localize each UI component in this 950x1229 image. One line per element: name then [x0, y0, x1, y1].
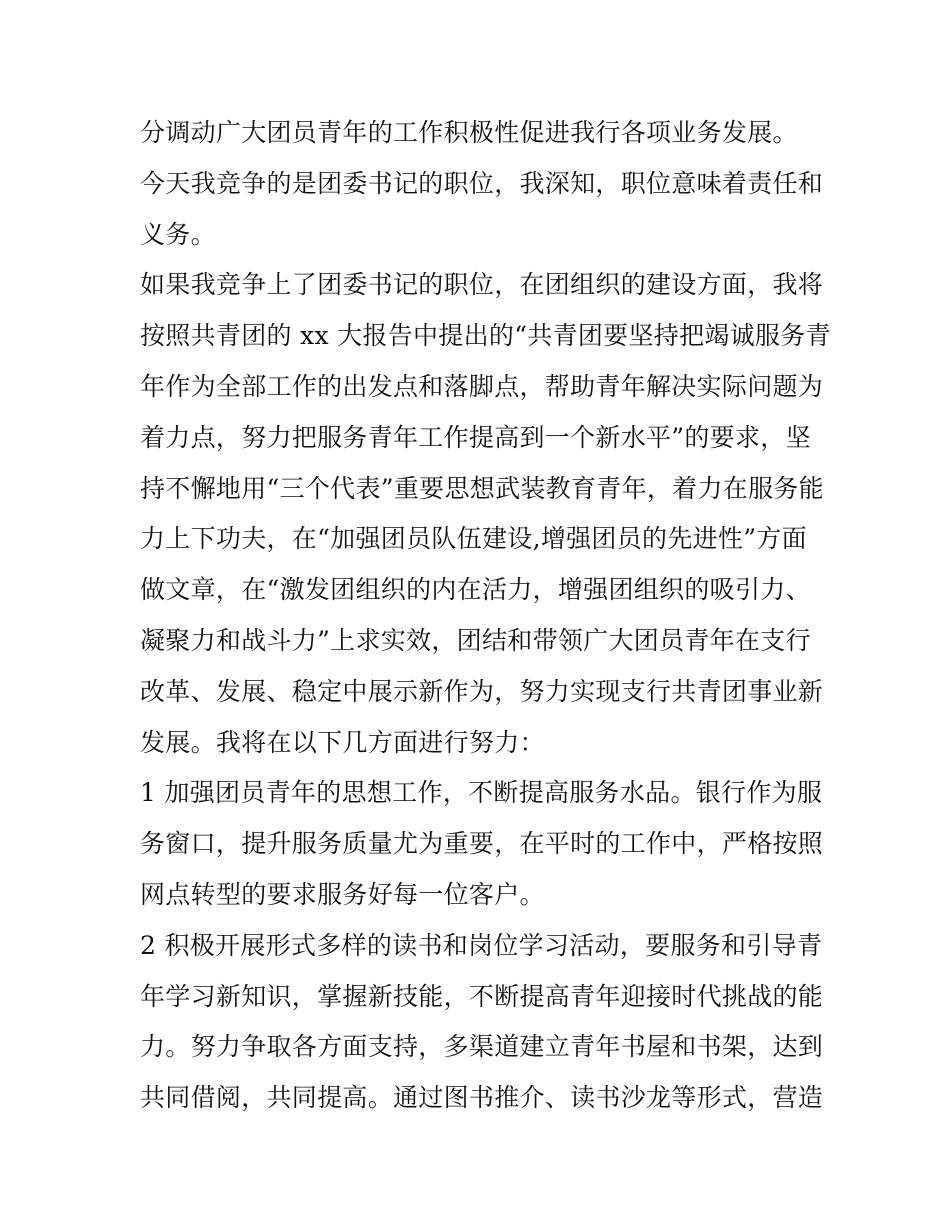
text-line: 1 加强团员青年的思想工作，不断提高服务水品。银行作为服: [140, 778, 823, 808]
text-line: 做文章，在“激发团组织的内在活力，增强团组织的吸引力、: [140, 575, 811, 605]
text-line: 如果我竞争上了团委书记的职位，在团组织的建设方面，我将: [140, 270, 824, 300]
text-line: 网点转型的要求服务好每一位客户。: [140, 879, 545, 909]
text-line: 务窗口，提升服务质量尤为重要，在平时的工作中，严格按照: [140, 829, 824, 859]
text-line: 力。努力争取各方面支持，多渠道建立青年书屋和书架，达到: [140, 1032, 824, 1062]
text-line: 改革、发展、稳定中展示新作为，努力实现支行共青团事业新: [140, 676, 824, 706]
text-line: 共同借阅，共同提高。通过图书推介、读书沙龙等形式，营造: [140, 1083, 824, 1113]
document-body: [140, 108, 831, 1124]
text-line: 着力点，努力把服务青年工作提高到一个新水平”的要求，坚: [140, 422, 811, 452]
text-line: 2 积极开展形式多样的读书和岗位学习活动，要服务和引导青: [140, 930, 823, 960]
text-line: 年作为全部工作的出发点和落脚点，帮助青年解决实际问题为: [140, 371, 824, 401]
text-line: 分调动广大团员青年的工作积极性促进我行各项业务发展。: [140, 118, 798, 147]
text-line: 凝聚力和战斗力”上求实效，团结和带领广大团员青年在支行: [140, 625, 811, 655]
text-line: 义务。: [140, 219, 216, 249]
text-line: 力上下功夫，在“加强团员队伍建设,增强团员的先进性”方面: [140, 524, 807, 554]
text-line: 发展。我将在以下几方面进行努力：: [140, 727, 545, 757]
text-line: 年学习新知识，掌握新技能，不断提高青年迎接时代挑战的能: [140, 981, 824, 1011]
text-line: 今天我竞争的是团委书记的职位，我深知，职位意味着责任和: [140, 168, 824, 198]
text-line: 按照共青团的 xx 大报告中提出的“共青团要坚持把竭诚服务青: [140, 321, 831, 351]
text-line: 持不懈地用“三个代表”重要思想武装教育青年，着力在服务能: [140, 473, 824, 503]
